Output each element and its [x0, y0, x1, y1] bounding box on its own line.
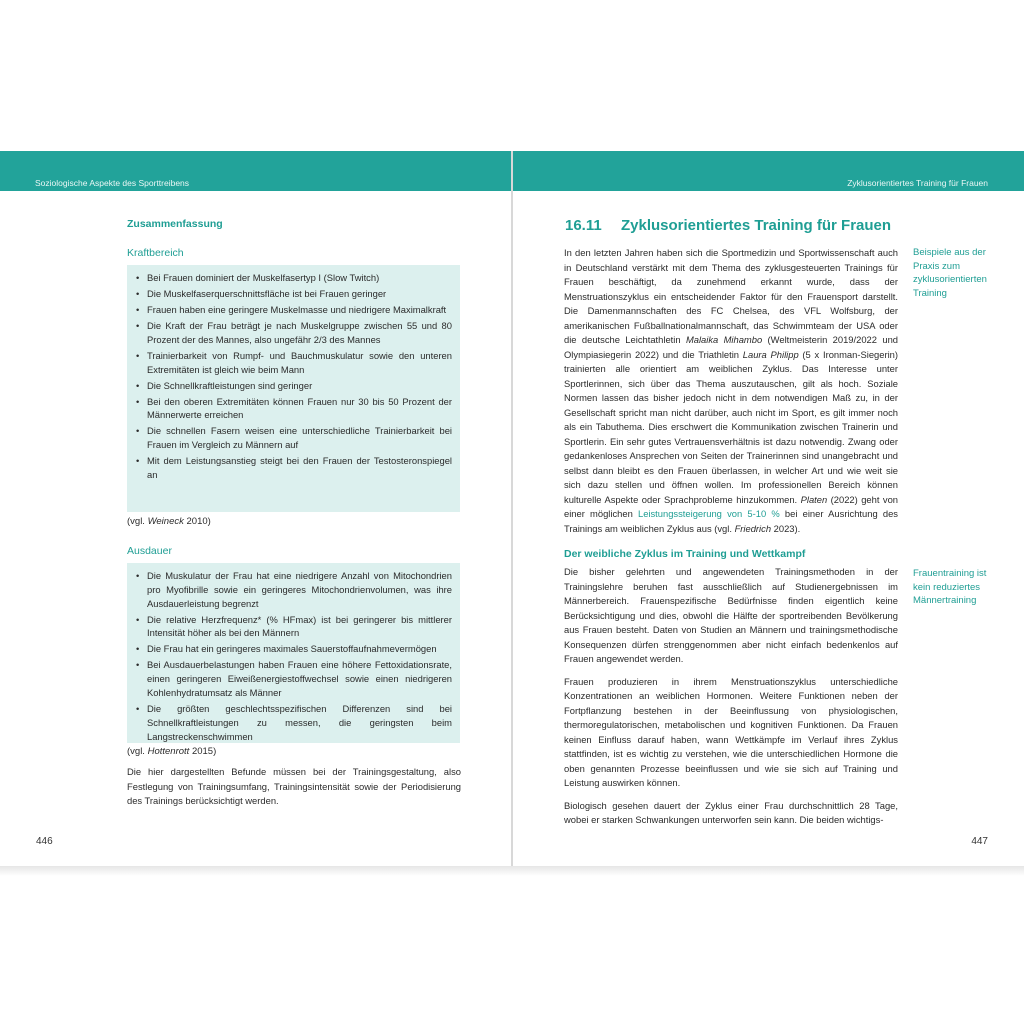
text-run: In den letzten Jahren haben sich die Sportmedizin und Sportwissenschaft auch in Deutschland verstärkt mit dem Thema des zyklusgesteuerten Trainings für Frauen beschäftigt, da zunehmend erkannt wurde, dass der Menstruationszyklus ein entscheidender Faktor für den Frauensport darstellt. Die Damenmannschaften des FC Chelsea, des VFL Wolfsburg, der amerikanischen Fußballnationalmannschaft, das Schwimmteam der USA oder die deutsche Leichtathletin [564, 247, 898, 345]
citation-prefix: (vgl. [127, 746, 148, 757]
list-item: • Die Muskulatur der Frau hat eine niedrigere Anzahl von Mitochondrien pro Myofibrille sowie ein geringeres Mitochondrienvolumen, was ihre Ausdauerleistung begrenzt [135, 569, 452, 610]
list-item: • Mit dem Leistungsanstieg steigt bei den Frauen der Testosteronspiegel an [135, 454, 452, 482]
list-item: • Frauen haben eine geringere Muskelmasse und niedrigere Maximalkraft [135, 303, 452, 317]
list-item: • Bei den oberen Extremitäten können Frauen nur 30 bis 50 Prozent der Männerwerte erreichen [135, 395, 452, 423]
citation-prefix: (vgl. [127, 516, 148, 527]
subheading-cycle: Der weibliche Zyklus im Training und Wettkampf [564, 548, 806, 560]
citation-hottenrott [127, 746, 216, 757]
citation-suffix: 2015) [189, 746, 217, 757]
text-run: bei einer Ausrichtung des Trainings am weiblichen Zyklus aus (vgl. [564, 508, 898, 534]
right-running-head: Zyklusorientiertes Training für Frauen [847, 178, 988, 188]
closing-paragraph: Die hier dargestellten Befunde müssen bei der Trainingsgestaltung, also Festlegung von Trainingsumfang, Trainingsintensität sowie der Periodisierung des Trainings berücksichtigt werden. [127, 766, 461, 806]
person-name: Friedrich [734, 522, 772, 534]
text-run: (5 x Ironman-Siegerin) trainierten alle orientiert am weiblichen Zyklus. Das Interesse unter Sportlerinnen, sich über das Thema auszutauschen, gilt als hoch. Soziale Normen lassen das bisher jedoch nicht in dem notwendigen Maß zu, in der Gesellschaft spricht man nicht darüber, auch nicht im Sport, es gilt immer noch als ein Tabuthema. Dies erschwert die Kommunikation zwischen Trainerin und Sportlerin. Ein sehr gutes Vertrauensverhältnis ist dazu notwendig. Zwang oder gedankenloses Ansprechen von Seiten der Trainerinnen sind unangebracht und selbst dann bleibt es den Frauen überlassen, in welcher Art und wie weit sie sich dazu stellen und öffnen wollen. Im professionellen Bereich können kulturelle Aspekte oder Sprachprobleme hinzukommen. [564, 348, 898, 505]
list-item: • Trainierbarkeit von Rumpf- und Bauchmuskulatur sowie den unteren Extremitäten ist gleich wie beim Mann [135, 349, 452, 377]
left-page [0, 151, 511, 871]
page-bottom-shadow [0, 866, 1024, 876]
citation-author: Weineck [147, 516, 184, 527]
right-page [513, 151, 1024, 871]
citation-weineck [127, 516, 211, 527]
ausdauer-summary-box [127, 563, 460, 743]
person-name: Laura Philipp [742, 348, 799, 360]
list-item: • Die schnellen Fasern weisen eine unterschiedliche Trainierbarkeit bei Frauen im Vergleich zu Männern auf [135, 424, 452, 452]
text-run: (Weltmeisterin 2019/2022 und Olympiasiegerin 2022) und die Triathletin [564, 334, 899, 360]
page-number: 446 [36, 836, 53, 847]
summary-title: Zusammenfassung [127, 218, 223, 230]
book-spread [0, 151, 1024, 871]
list-item: • Bei Frauen dominiert der Muskelfasertyp I (Slow Twitch) [135, 271, 452, 285]
margin-note-practice: Beispiele aus der Praxis zum zyklusorientierten Training [913, 247, 987, 299]
list-item: • Die Frau hat ein geringeres maximales Sauerstoffaufnahmevermögen [135, 642, 452, 656]
person-name: Malaika Mihambo [685, 334, 763, 345]
section-ausdauer-heading: Ausdauer [127, 545, 172, 557]
list-item: • Die Kraft der Frau beträgt je nach Muskelgruppe zwischen 55 und 80 Prozent der des Mannes, also ungefähr 2/3 des Mannes [135, 319, 452, 347]
kraft-summary-box [127, 265, 460, 512]
intro-paragraph [564, 246, 898, 536]
chapter-title-text: Zyklusorientiertes Training für Frauen [621, 217, 892, 234]
list-item: • Bei Ausdauerbelastungen haben Frauen eine höhere Fettoxidationsrate, einen geringeren Eiweißenergiestoffwechsel sowie einen niedrigeren Kohlenhydratumsatz als Männer [135, 658, 452, 699]
paragraph: Frauen produzieren in ihrem Menstruationszyklus unterschiedliche Konzentrationen an weiblichen Hormonen. Weitere Funktionen neben der Fortpflanzung bestehen in der Beeinflussung von physiologischen, thermoregulatorischen, metabolischen und kognitiven Funktionen. Da Frauen keinen Einfluss darauf haben, wann Wettkämpfe im Verlauf ihres Zyklus stattfinden, ist es wichtig zu verstehen, wie die unterschiedlichen Hormone die oben genannten Prozesse beeinflussen und wie sie sich auf Training und Leistung auswirken können. [564, 675, 898, 788]
page-number: 447 [971, 836, 988, 847]
kraft-list [127, 265, 460, 492]
section-kraft-heading: Kraftbereich [127, 247, 184, 259]
ausdauer-list [127, 563, 460, 754]
citation-suffix: 2010) [183, 516, 211, 527]
list-item: • Die größten geschlechtsspezifischen Differenzen sind bei Schnellkraftleistungen zu messen, die geringsten beim Langstreckenschwimmen [135, 702, 452, 743]
chapter-number: 16.11 [565, 217, 602, 234]
person-name: Platen [800, 493, 828, 505]
list-item: • Die Muskelfaserquerschnittsfläche ist bei Frauen geringer [135, 287, 452, 301]
paragraphs-cycle [564, 565, 898, 836]
margin-note-women-training: Frauentraining ist kein reduziertes Männertraining [913, 568, 987, 606]
list-item: • Die Schnellkraftleistungen sind geringer [135, 379, 452, 393]
text-run: (2022) geht von einer möglichen [564, 493, 898, 519]
citation-author: Hottenrott [147, 746, 190, 757]
chapter-title [565, 217, 891, 234]
list-item: • Die relative Herzfrequenz* (% HFmax) ist bei geringerer bis mittlerer Intensität höher als bei den Männern [135, 613, 452, 641]
paragraph: Biologisch gesehen dauert der Zyklus einer Frau durchschnittlich 28 Tage, wobei er starken Schwankungen unterworfen sein kann. Die beiden wichtigs- [564, 799, 898, 825]
text-run: 2023). [771, 522, 801, 534]
left-running-head: Soziologische Aspekte des Sporttreibens [35, 178, 190, 188]
highlighted-phrase: Leistungssteigerung von 5-10 % [637, 508, 780, 519]
paragraph: Die bisher gelehrten und angewendeten Trainingsmethoden in der Trainingslehre beruhen fast ausschließlich auf Studienergebnissen im Männerbereich. Frauenspezifische Bedürfnisse finden eigentlich keine Berücksichtigung und dies, obwohl die Hälfte der sportreibenden Bevölkerung aus Frauen besteht. Daten von Studien an Männern und trainingsmethodische Konsequenzen dürfen strenggenommen aber nicht einfach bedenkenlos auf Frauen angewendet werden. [564, 566, 898, 664]
